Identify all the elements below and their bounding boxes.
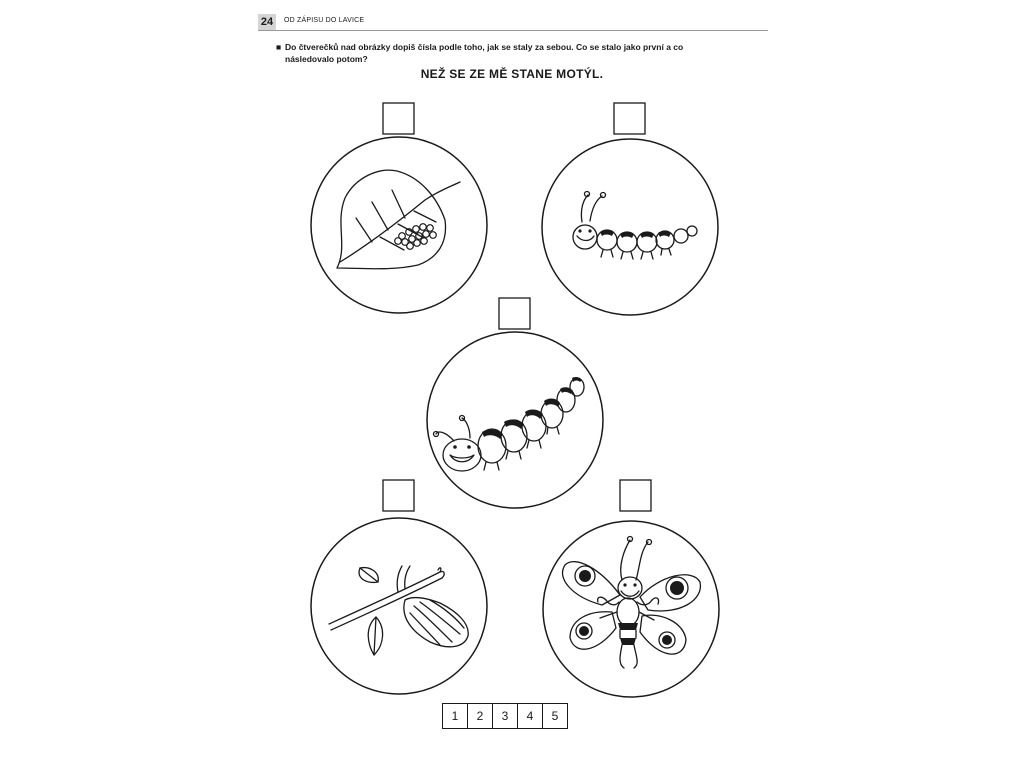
number-strip [442, 703, 568, 729]
instruction-line-2: následovalo potom? [285, 54, 368, 64]
page-number: 24 [258, 14, 276, 30]
answer-box-4[interactable] [383, 480, 414, 511]
answer-box-2[interactable] [614, 103, 645, 134]
answer-box-1[interactable] [383, 103, 414, 134]
picture-circle-5 [543, 521, 719, 697]
number-tile-3[interactable]: 3 [493, 704, 518, 728]
number-tile-2[interactable]: 2 [468, 704, 493, 728]
answer-box-5[interactable] [620, 480, 651, 511]
picture-leaf-eggs [311, 103, 487, 313]
picture-chrysalis [311, 480, 487, 694]
picture-small-caterpillar [542, 103, 718, 315]
number-tile-4[interactable]: 4 [518, 704, 543, 728]
section-title: OD ZÁPISU DO LAVICE [284, 17, 365, 24]
picture-circle-4 [311, 518, 487, 694]
instruction-bullet: ■ [276, 42, 282, 52]
number-tile-5[interactable]: 5 [551, 709, 559, 723]
worksheet-title: NEŽ SE ZE MĚ STANE MOTÝL. [420, 67, 604, 81]
picture-circle-2 [542, 139, 718, 315]
number-tile-1[interactable]: 1 [443, 704, 468, 728]
picture-butterfly [543, 480, 719, 697]
instruction-line-1: Do čtverečků nad obrázky dopiš čísla podle toho, jak se staly za sebou. Co se stalo jako první a co [285, 42, 684, 52]
picture-big-caterpillar [427, 298, 603, 508]
answer-box-3[interactable] [499, 298, 530, 329]
